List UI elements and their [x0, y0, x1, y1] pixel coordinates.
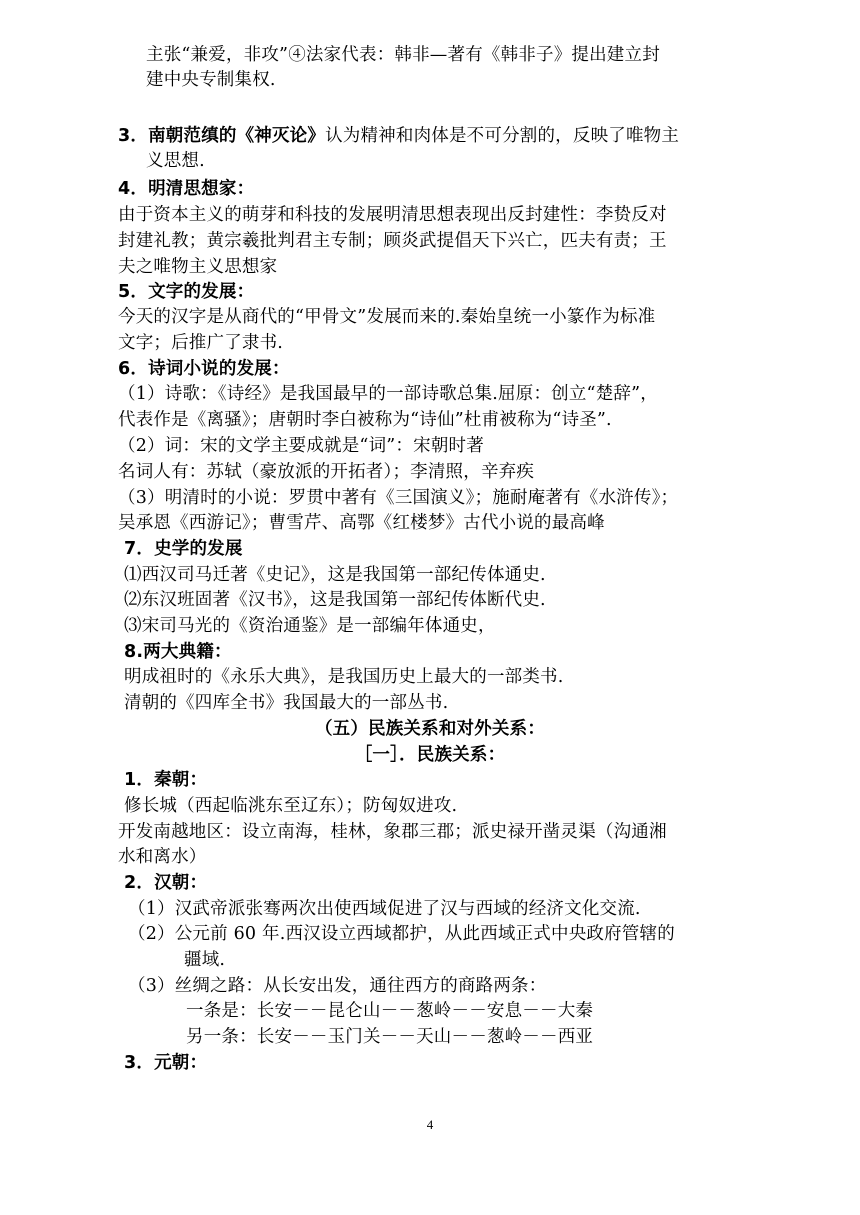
text-line: 今天的汉字是从商代的“甲骨文”发展而来的.秦始皇统一小篆作为标准	[118, 307, 656, 327]
text-line: 义思想.	[146, 151, 205, 171]
text-line: （1）诗歌：《诗经》是我国最早的一部诗歌总集.屈原：创立“楚辞”，	[118, 384, 658, 404]
text-line: 疆域.	[184, 950, 226, 970]
text-line: 封建礼教；黄宗羲批判君主专制；顾炎武提倡天下兴亡，匹夫有责；王	[118, 231, 667, 251]
text-line: 开发南越地区：设立南海，桂林，象郡三郡；派史禄开凿灵渠（沟通湘	[118, 822, 667, 842]
text-line: 修长城（西起临洮东至辽东）；防匈奴进攻.	[124, 796, 458, 816]
text-line: ⑵东汉班固著《汉书》，这是我国第一部纪传体断代史.	[124, 590, 546, 610]
text-line: 由于资本主义的萌芽和科技的发展明清思想表现出反封建性：李贽反对	[118, 205, 667, 225]
text-line: ⑴西汉司马迁著《史记》，这是我国第一部纪传体通史.	[124, 565, 546, 585]
text-line: 水和离水）	[118, 847, 207, 867]
section-3	[118, 124, 679, 148]
text-line: ⑶宋司马光的《资治通鉴》是一部编年体通史，	[124, 616, 496, 636]
subchapter-heading: ［一］．民族关系：	[354, 745, 506, 765]
text-line: 代表作是《离骚》；唐朝时李白被称为“诗仙”杜甫被称为“诗圣”.	[118, 410, 612, 430]
text-line: 主张“兼爱，非攻”④法家代表：韩非—著有《韩非子》提出建立封	[146, 45, 660, 65]
section-heading: 2．汉朝：	[124, 873, 208, 893]
text-line: （3）明清时的小说：罗贯中著有《三国演义》；施耐庵著有《水浒传》；	[118, 488, 679, 508]
text-line: 吴承恩《西游记》；曹雪芹、高鄂《红楼梦》古代小说的最高峰	[118, 513, 605, 533]
text-line: 另一条：长安－－玉门关－－天山－－葱岭－－西亚	[186, 1027, 594, 1047]
text-span: 认为精神和肉体是不可分割的，反映了唯物主	[325, 126, 680, 146]
section-heading: 6．诗词小说的发展：	[118, 359, 290, 379]
section-heading: 8.两大典籍：	[124, 642, 232, 662]
text-line: （1）汉武帝派张骞两次出使西域促进了汉与西域的经济文化交流.	[128, 899, 641, 919]
text-line: 夫之唯物主义思想家	[118, 257, 278, 277]
text-line: 清朝的《四库全书》我国最大的一部丛书.	[124, 693, 449, 713]
section-heading: 3．南朝范缜的《神灭论》	[118, 126, 326, 146]
chapter-heading: （五）民族关系和对外关系：	[314, 719, 546, 739]
text-line: 一条是：长安－－昆仑山－－葱岭－－安息－－大秦	[186, 1001, 594, 1021]
section-heading: 1．秦朝：	[124, 770, 208, 790]
text-line: 建中央专制集权.	[146, 70, 276, 90]
text-line: （2）公元前 60 年.西汉设立西域都护，从此西域正式中央政府管辖的	[128, 924, 675, 944]
text-line: （2）词：宋的文学主要成就是“词”：宋朝时著	[118, 436, 484, 456]
text-line: （3）丝绸之路：从长安出发，通往西方的商路两条：	[128, 976, 547, 996]
page-number: 4	[426, 1117, 434, 1132]
section-heading: 4．明清思想家：	[118, 179, 255, 199]
text-line: 明成祖时的《永乐大典》，是我国历史上最大的一部类书.	[124, 667, 564, 687]
section-heading: 5．文字的发展：	[118, 282, 255, 302]
section-heading: 7．史学的发展	[124, 539, 243, 559]
section-heading: 3．元朝：	[124, 1053, 208, 1073]
text-line: 文字；后推广了隶书.	[118, 333, 284, 353]
text-line: 名词人有：苏轼（豪放派的开拓者）；李清照，辛弃疾	[118, 462, 535, 482]
